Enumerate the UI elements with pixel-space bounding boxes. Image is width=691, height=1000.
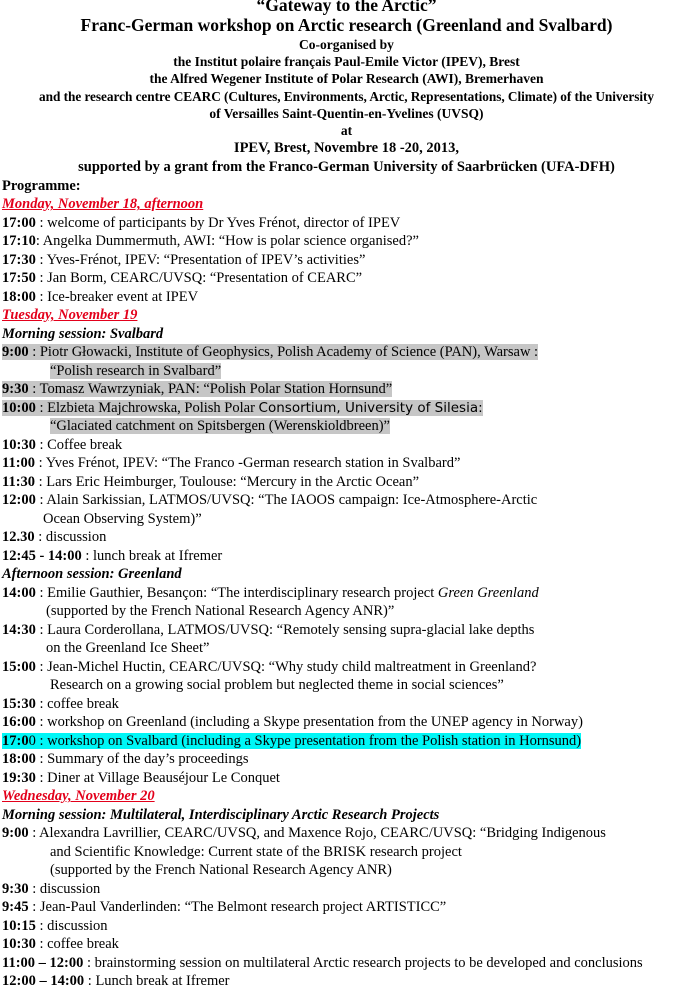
item-text: : Jan Borm, CEARC/UVSQ: “Presentation of CEARC” <box>35 270 363 287</box>
item-time: 12:00 – 14:00 <box>2 973 85 990</box>
highlighted-text <box>2 733 581 749</box>
item-text: : Alain Sarkissian, LATMOS/UVSQ: “The IAOOS campaign: Ice-Atmosphere-Arctic <box>35 492 538 509</box>
item-text: : workshop on Greenland (including a Skype presentation from the UNEP agency in Norway) <box>35 714 583 731</box>
organiser-cearc-cont: of Versailles Saint-Quentin-en-Yvelines (UVSQ) <box>209 105 484 121</box>
item-time: 17:0 <box>2 732 29 749</box>
list-item <box>2 824 691 843</box>
item-time: 14:30 <box>2 621 36 638</box>
list-item-cont <box>2 510 691 529</box>
list-item-cont <box>2 362 691 381</box>
item-text: : discussion <box>35 917 108 934</box>
item-time: 9:45 <box>2 899 29 916</box>
item-time: 17:00 <box>2 214 36 231</box>
list-item <box>2 251 691 270</box>
item-text: (supported by the French National Research Agency ANR) <box>50 862 392 879</box>
list-item-cont <box>2 417 691 436</box>
item-text: : welcome of participants by Dr Yves Frénot, director of IPEV <box>35 214 401 231</box>
list-item-cont <box>2 639 691 658</box>
item-text: : Laura Corderollana, LATMOS/UVSQ: “Remotely sensing supra-glacial lake depths <box>35 621 535 638</box>
item-text: : Coffee break <box>35 436 123 453</box>
at-label: at <box>340 123 353 139</box>
support-line: supported by a grant from the Franco-German University of Saarbrücken (UFA-DFH) <box>78 159 615 176</box>
list-item <box>2 732 691 751</box>
item-time: 9:30 <box>2 381 29 398</box>
list-item <box>2 547 691 566</box>
item-time: 12:00 <box>2 492 36 509</box>
list-item <box>2 695 691 714</box>
programme-label: Programme: <box>2 178 81 195</box>
item-time: 15:30 <box>2 695 36 712</box>
list-item <box>2 214 691 233</box>
item-text: on the Greenland Ice Sheet” <box>46 640 210 657</box>
item-text: : lunch break at Ifremer <box>81 547 223 564</box>
list-item <box>2 232 691 251</box>
item-text-italic: Green Greenland <box>437 584 539 601</box>
list-item <box>2 917 691 936</box>
item-text: : coffee break <box>35 936 119 953</box>
item-text: : Jean-Michel Huctin, CEARC/UVSQ: “Why study child maltreatment in Greenland? <box>35 658 537 675</box>
item-time: 17:10 <box>2 233 36 250</box>
highlighted-text <box>2 400 483 416</box>
item-text: 0 : workshop on Svalbard (including a Skype presentation from the Polish station in Hornsund) <box>28 732 582 749</box>
item-text: : discussion <box>34 529 107 546</box>
list-item <box>2 935 691 954</box>
list-item <box>2 750 691 769</box>
day-title-monday: Monday, November 18, afternoon <box>2 196 204 213</box>
list-item <box>2 380 691 399</box>
item-text: : Tomasz Wawrzyniak, PAN: “Polish Polar Station Hornsund” <box>28 381 393 398</box>
list-item <box>2 269 691 288</box>
item-text: : coffee break <box>35 695 119 712</box>
highlighted-text <box>2 381 392 397</box>
list-item <box>2 954 691 973</box>
item-time: 14:00 <box>2 584 36 601</box>
item-text: “Polish research in Svalbard” <box>50 362 222 379</box>
item-text-sans: Consortium, University of Silesia: <box>258 399 483 416</box>
list-item <box>2 621 691 640</box>
organiser-ipev: the Institut polaire français Paul-Emile Victor (IPEV), Brest <box>173 54 520 70</box>
item-text: Research on a growing social problem but neglected theme in social sciences” <box>50 677 504 694</box>
session-title-greenland: Afternoon session: Greenland <box>2 566 182 583</box>
item-text: : Yves-Frénot, IPEV: “Presentation of IPEV’s activities” <box>35 251 366 268</box>
item-text: Ocean Observing System)” <box>43 510 202 527</box>
list-item <box>2 343 691 362</box>
item-text: : Lunch break at Ifremer <box>84 973 230 990</box>
item-time: 15:00 <box>2 658 36 675</box>
list-item-cont <box>2 861 691 880</box>
item-time: 17:30 <box>2 251 36 268</box>
item-text: : Ice-breaker event at IPEV <box>35 288 199 305</box>
item-time: 16:00 <box>2 714 36 731</box>
item-time: 17:50 <box>2 270 36 287</box>
list-item-cont <box>2 843 691 862</box>
list-item <box>2 713 691 732</box>
item-text: “Glaciated catchment on Spitsbergen (Werenskioldbreen)” <box>50 418 390 435</box>
item-time: 10:15 <box>2 917 36 934</box>
item-time: 18:00 <box>2 751 36 768</box>
list-item <box>2 528 691 547</box>
day-title-tuesday: Tuesday, November 19 <box>2 307 138 324</box>
list-item-cont <box>2 676 691 695</box>
list-item <box>2 436 691 455</box>
item-text: and Scientific Knowledge: Current state of the BRISK research project <box>50 843 462 860</box>
list-item <box>2 473 691 492</box>
item-time: 11:00 <box>2 455 36 472</box>
organiser-cearc: and the research centre CEARC (Cultures, Environments, Arctic, Representations, Climate) of the University <box>39 88 654 104</box>
item-time: 11:00 – 12:00 <box>2 954 84 971</box>
item-text: : Angelka Dummermuth, AWI: “How is polar science organised?” <box>35 233 419 250</box>
day-title-wednesday: Wednesday, November 20 <box>2 788 155 805</box>
item-text: : Yves Frénot, IPEV: “The Franco -German research station in Svalbard” <box>35 455 461 472</box>
item-text: : brainstorming session on multilateral Arctic research projects to be developed and conclusions <box>83 954 643 971</box>
item-text: : Elzbieta Majchrowska, Polish Polar <box>35 399 259 416</box>
list-item <box>2 454 691 473</box>
item-text: : Diner at Village Beauséjour Le Conquet <box>35 769 280 786</box>
session-title-multilateral: Morning session: Multilateral, Interdisciplinary Arctic Research Projects <box>2 806 440 823</box>
highlighted-text <box>2 344 538 360</box>
list-item <box>2 880 691 899</box>
item-time: 10:30 <box>2 936 36 953</box>
item-time: 10:30 <box>2 436 36 453</box>
item-text: : Jean-Paul Vanderlinden: “The Belmont research project ARTISTICC” <box>28 899 447 916</box>
list-item <box>2 491 691 510</box>
item-text: : Alexandra Lavrillier, CEARC/UVSQ, and Maxence Rojo, CEARC/UVSQ: “Bridging Indigenous <box>28 825 606 842</box>
item-text: : Lars Eric Heimburger, Toulouse: “Mercury in the Arctic Ocean” <box>35 473 420 490</box>
document-subtitle: Franc-German workshop on Arctic research (Greenland and Svalbard) <box>80 15 613 35</box>
item-time: 12.30 <box>2 529 35 546</box>
list-item <box>2 584 691 603</box>
organiser-awi: the Alfred Wegener Institute of Polar Research (AWI), Bremerhaven <box>149 71 544 87</box>
list-item-cont <box>2 602 691 621</box>
item-time: 10:00 <box>2 399 36 416</box>
item-time: 18:00 <box>2 288 36 305</box>
place-date: IPEV, Brest, Novembre 18 -20, 2013, <box>233 140 460 157</box>
item-time: 9:00 <box>2 344 29 361</box>
co-organised-label: Co-organised by <box>299 37 394 52</box>
item-text: (supported by the French National Research Agency ANR)” <box>46 603 395 620</box>
list-item <box>2 972 691 991</box>
item-text: : Emilie Gauthier, Besançon: “The interdisciplinary research project <box>35 584 438 601</box>
item-time: 19:30 <box>2 769 36 786</box>
item-time: 12:45 - 14:00 <box>2 547 82 564</box>
item-time: 9:00 <box>2 825 29 842</box>
item-text: : Summary of the day’s proceedings <box>35 751 249 768</box>
document-title: “Gateway to the Arctic” <box>256 0 437 15</box>
list-item <box>2 658 691 677</box>
item-time: 9:30 <box>2 880 29 897</box>
item-text: : Piotr Głowacki, Institute of Geophysics, Polish Academy of Science (PAN), Warsaw : <box>28 344 539 361</box>
list-item <box>2 898 691 917</box>
session-title-svalbard: Morning session: Svalbard <box>2 325 164 342</box>
list-item <box>2 769 691 788</box>
list-item <box>2 288 691 307</box>
item-time: 11:30 <box>2 473 36 490</box>
list-item <box>2 399 691 418</box>
item-text: : discussion <box>28 880 101 897</box>
